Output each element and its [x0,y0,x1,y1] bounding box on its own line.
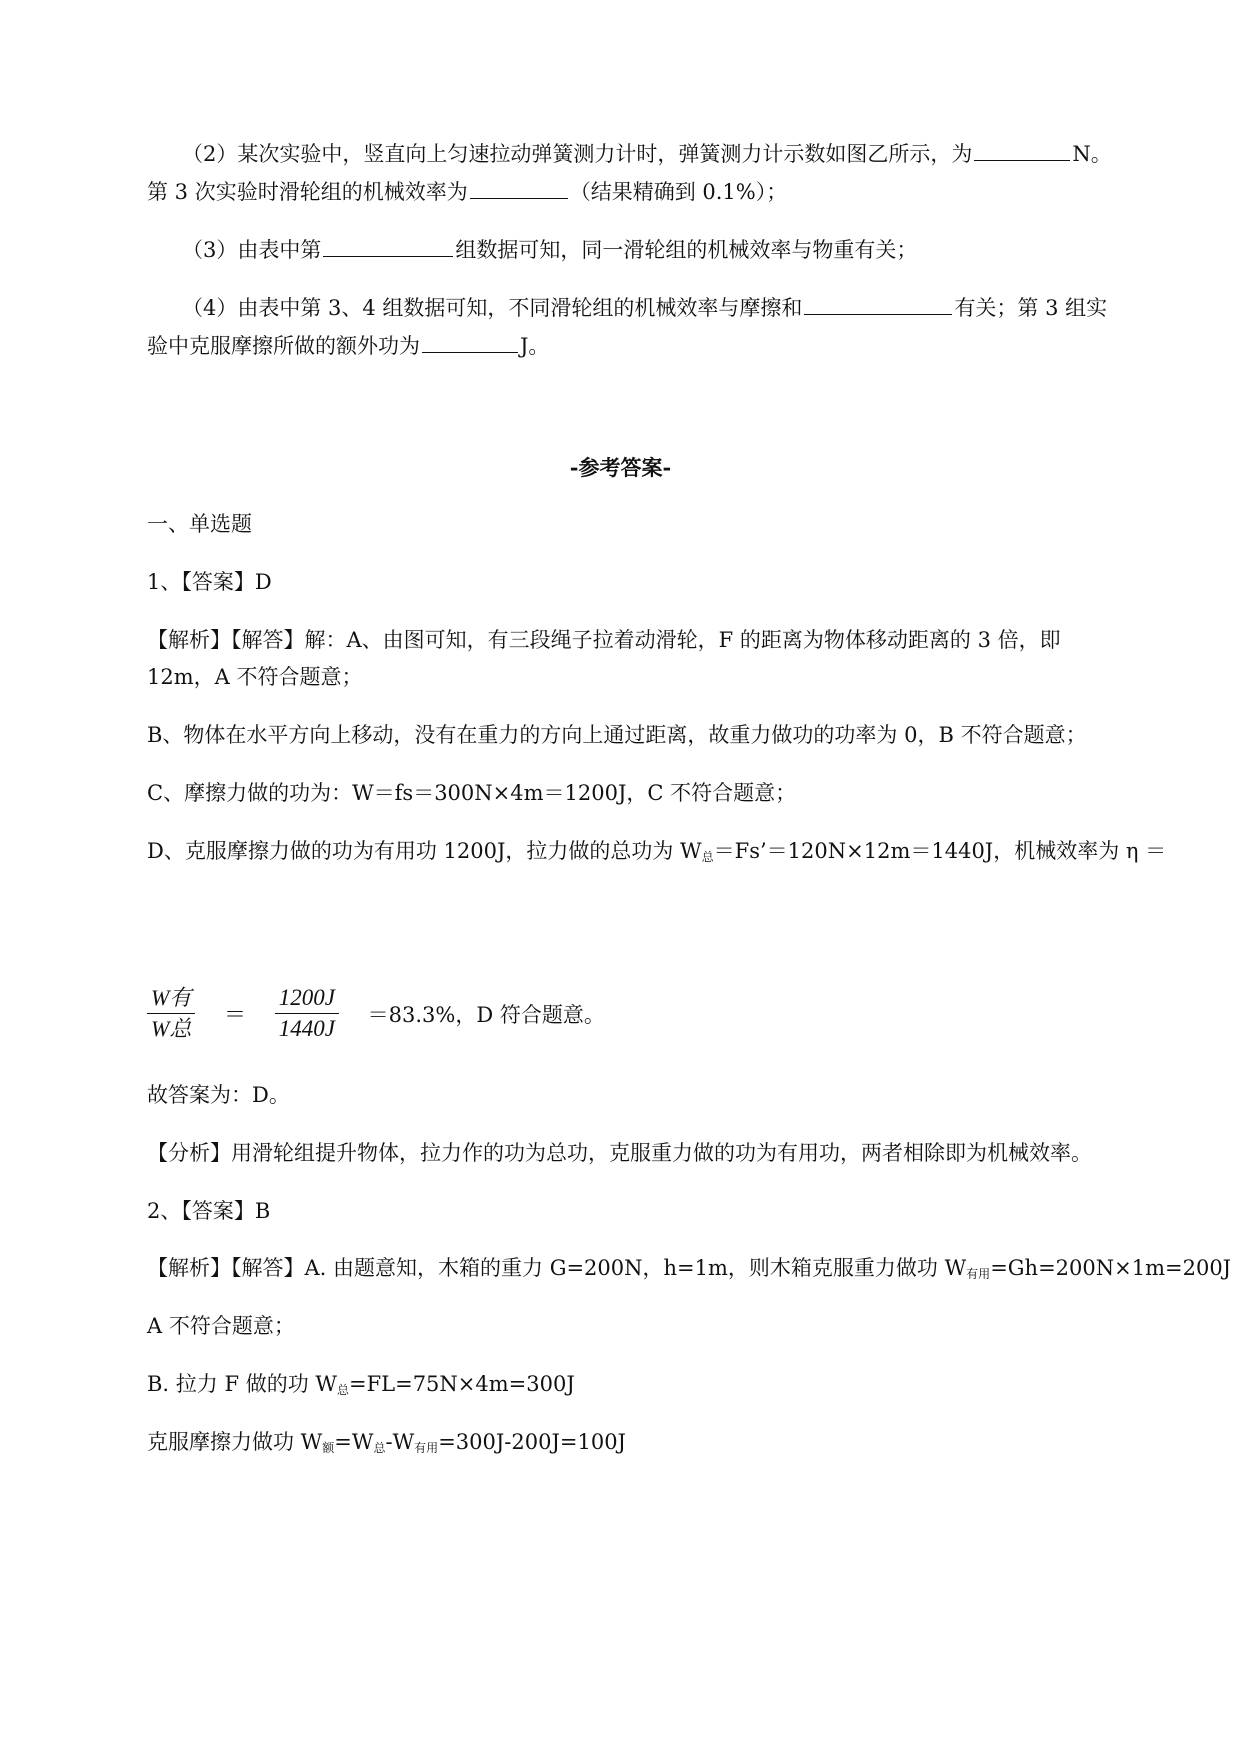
answer-2-head: 2、【答案】B [147,1199,271,1223]
subscript: 额 [322,1441,335,1455]
fraction-numeric [275,983,339,1044]
friction-text-3: -W [385,1430,415,1454]
section-heading: 一、单选题 [147,512,252,536]
subscript: 有用 [414,1441,439,1455]
answer-blank[interactable] [323,236,453,257]
answer-1-option-c: C、摩擦力做的功为：W＝fs＝300N×4m＝1200J，C 不符合题意； [147,781,797,805]
answers-title: -参考答案- [569,455,672,480]
q2-unit: N。 [1072,142,1112,166]
fraction-symbolic [147,983,195,1044]
option-d-text-2: ＝Fs’＝120N×12m＝1440J，机械效率为 η ＝ [713,839,1167,863]
answer-1-analysis: 【分析】用滑轮组提升物体，拉力作的功为总功，克服重力做的功为有用功，两者相除即为机械效率。 [147,1141,1092,1165]
q4-unit: J。 [520,334,550,358]
q4-text: （4）由表中第 3、4 组数据可知，不同滑轮组的机械效率与摩擦和 [182,296,803,320]
friction-text-2: =W [334,1430,374,1454]
q2-line2 [147,177,787,207]
q3-text-2: 组数据可知，同一滑轮组的机械效率与物重有关； [455,238,918,262]
q2-note: （结果精确到 0.1%）； [569,180,788,204]
subscript: 有用 [966,1267,991,1281]
answer-1-option-b: B、物体在水平方向上移动，没有在重力的方向上通过距离，故重力做功的功率为 0，B 不符合题意； [147,723,1087,747]
q2-line1 [182,139,1112,169]
option-b-text-2: =FL=75N×4m=300J [348,1372,575,1396]
efficiency-formula [147,983,605,1053]
answer-2-friction-work [147,1427,626,1463]
subscript: 总 [701,850,714,864]
fraction-denominator: 1440J [278,1016,335,1041]
answer-1-conclusion: 故答案为：D。 [147,1083,290,1107]
friction-text-4: =300J-200J=100J [438,1430,626,1454]
answer-2-option-a-cont: A 不符合题意； [147,1314,295,1338]
q4-text-3: 验中克服摩擦所做的额外功为 [147,334,420,358]
answer-blank[interactable] [974,140,1070,161]
q4-text-2: 有关；第 3 组实 [954,296,1108,320]
fraction-numerator: W有 [147,983,195,1014]
answer-1-para1-cont: 12m，A 不符合题意； [147,665,363,689]
option-a-text: 【解析】【解答】A. 由题意知，木箱的重力 G=200N，h=1m，则木箱克服重力做功 W [147,1256,967,1280]
answer-2-option-a [147,1253,1231,1289]
formula-result: ＝83.3%，D 符合题意。 [367,1002,605,1027]
answer-1-option-d [147,836,1166,872]
q2-text-2: 第 3 次实验时滑轮组的机械效率为 [147,180,468,204]
fraction-denominator: W总 [151,1016,192,1041]
q3-line [182,235,917,265]
answer-blank[interactable] [804,294,952,315]
q4-line2 [147,331,549,361]
answer-1-para1: 【解析】【解答】解：A、由图可知，有三段绳子拉着动滑轮，F 的距离为物体移动距离的 3 倍，即 [147,628,1061,652]
option-a-text-2: =Gh=200N×1m=200J [990,1256,1232,1280]
option-b-text: B. 拉力 F 做的功 W [147,1372,337,1396]
q2-text: （2）某次实验中，竖直向上匀速拉动弹簧测力计时，弹簧测力计示数如图乙所示，为 [182,142,973,166]
fraction-numerator: 1200J [275,983,339,1014]
answer-2-option-b [147,1369,575,1405]
q4-line1 [182,293,1107,323]
option-d-text: D、克服摩擦力做的功为有用功 1200J，拉力做的总功为 W [147,839,702,863]
subscript: 总 [373,1441,386,1455]
answer-blank[interactable] [422,332,518,353]
equals-sign: ＝ [224,1003,247,1028]
q3-text: （3）由表中第 [182,238,322,262]
answer-blank[interactable] [470,178,568,199]
subscript: 总 [336,1383,349,1397]
friction-text: 克服摩擦力做功 W [147,1430,323,1454]
answer-1-head: 1、【答案】D [147,570,272,594]
